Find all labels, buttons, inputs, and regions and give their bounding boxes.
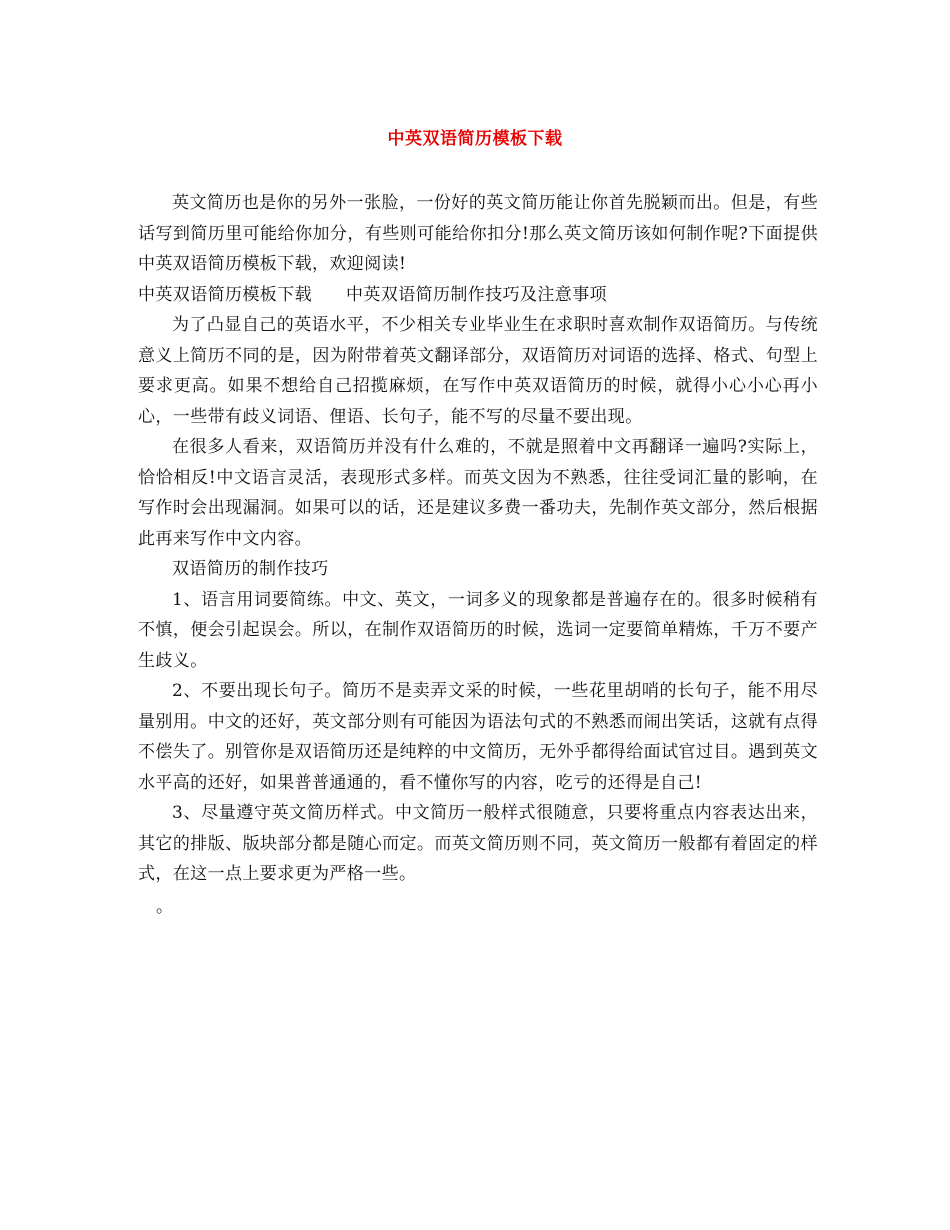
link-template-download[interactable]: 中英双语简历模板下载 [138,284,312,305]
tip-paragraph-3: 3、尽量遵守英文简历样式。中文简历一般样式很随意，只要将重点内容表达出来，其它的排版、版块部分都是随心而定。而英文简历则不同，英文简历一般都有着固定的样式，在这一点上要求更为严格一些。 [138,803,818,884]
document-title: 中英双语简历模板下载 [387,129,563,149]
link-tips[interactable]: 中英双语简历制作技巧及注意事项 [346,284,607,305]
intro-paragraph: 英文简历也是你的另外一张脸，一份好的英文简历能让你首先脱颖而出。但是，有些话写到简历里可能给你加分，有些则可能给你扣分!那么英文简历该如何制作呢?下面提供中英双语简历模板下载，欢迎阅读! [138,193,818,274]
document-body [138,188,818,924]
body-paragraph-1: 为了凸显自己的英语水平，不少相关专业毕业生在求职时喜欢制作双语简历。与传统意义上简历不同的是，因为附带着英文翻译部分，双语简历对词语的选择、格式、句型上要求更高。如果不想给自己招揽麻烦，在写作中英双语简历的时候，就得小心小心再小心，一些带有歧义词语、俚语、长句子，能不写的尽量不要出现。 [138,315,818,427]
section-subheading: 双语简历的制作技巧 [172,559,329,579]
related-links [138,280,818,311]
body-paragraph-2: 在很多人看来，双语简历并没有什么难的，不就是照着中文再翻译一遍吗?实际上，恰恰相反!中文语言灵活，表现形式多样。而英文因为不熟悉，往往受词汇量的影响，在写作时会出现漏洞。如果可以的话，还是建议多费一番功夫，先制作英文部分，然后根据此再来写作中文内容。 [138,437,818,549]
tip-paragraph-2: 2、不要出现长句子。简历不是卖弄文采的时候，一些花里胡哨的长句子，能不用尽量别用。中文的还好，英文部分则有可能因为语法句式的不熟悉而闹出笑话，这就有点得不偿失了。别管你是双语简历还是纯粹的中文简历，无外乎都得给面试官过目。遇到英文水平高的还好，如果普普通通的，看不懂你写的内容，吃亏的还得是自己! [138,681,818,793]
trailing-mark: 。 [156,896,174,917]
tip-paragraph-1: 1、语言用词要简练。中文、英文，一词多义的现象都是普遍存在的。很多时候稍有不慎，便会引起误会。所以，在制作双语简历的时候，选词一定要简单精炼，千万不要产生歧义。 [138,589,818,671]
